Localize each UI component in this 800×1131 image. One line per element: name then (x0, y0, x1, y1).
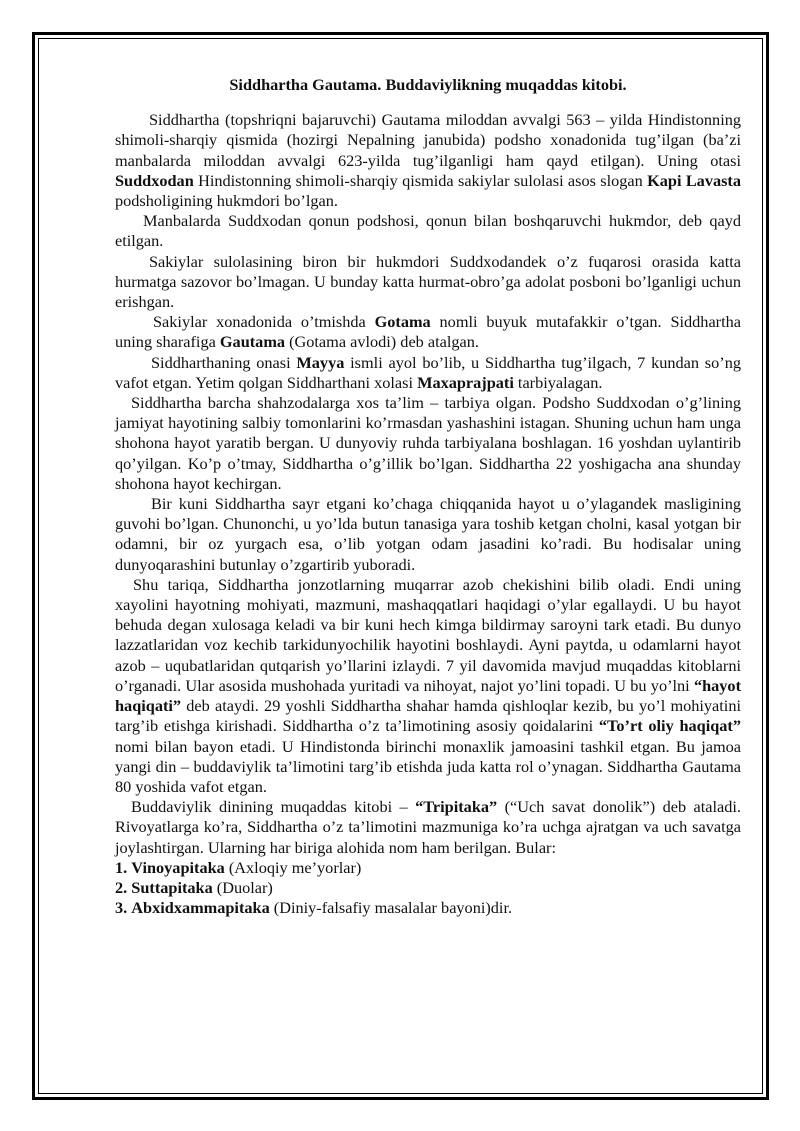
paragraph-text: Siddhartha barcha shahzodalarga xos ta’lim – tarbiya olgan. Podsho Suddxodan o’g’lining jamiyat hayotining salbiy tomonlarini ko’rmasdan yashashini istagan. Shuning uchun ham unga shohona hayot yaratib bergan. U dunyoviy ruhda tarbiyalana boshlagan. 16 yoshdan uylantirib qo’yilgan. Ko’p o’tmay, Siddhartha o’g’illik bo’lgan. Siddhartha 22 yoshigacha ana shunday shohona hayot kechirgan. (115, 393, 741, 493)
paragraph-text: Sakiylar xonadonida o’tmishda (153, 312, 375, 332)
paragraph (115, 312, 741, 352)
list-item (115, 898, 741, 918)
list-item-desc: (Axloqiy me’yorlar) (224, 857, 362, 877)
paragraph-text: Sakiylar sulolasining biron bir hukmdori Suddxodandek o’z fuqarosi orasida katta hurmatga sazovor bo’lmagan. U bunday katta hurmat-obro’ga adolat posboni bo’lganligi uchun erishgan. (115, 251, 741, 312)
paragraph-text: ismli ayol bo’lib, u Siddhartha tug’ilgach, 7 kundan so’ng vafot etgan. Yetim qolgan Siddharthani xolasi (115, 352, 741, 392)
paragraph-text: (“Uch savat donolik”) deb ataladi. Rivoyatlarga ko’ra, Siddhartha o’z ta’limotini mazmuniga ko’ra uchga ajratgan va uch savatga joylashtirgan. Ularning har biriga alohida nom ham berilgan. Bular: (115, 797, 741, 857)
paragraph-container (115, 110, 741, 858)
list-item (115, 858, 741, 878)
paragraph-text: Shu tariqa, Siddhartha jonzotlarning muqarrar azob chekishini bilib oladi. Endi uning xayolini hayotning mohiyati, mazmuni, mashaqqatlari haqidagi o’ylar egallaydi. U bu hayot behuda degan xulosaga keladi va bir kuni hech kimga bildirmay saroyni tark etadi. Bu dunyo lazzatlaridan voz kechib tarkidunyochilik hayotini boshlaydi. Ayni paytda, u odamlarni hayot azob – uqubatlaridan qutqarish yo’llarini izlaydi. 7 yil davomida mavjud muqaddas kitoblarni o’rganadi. Ular asosida mushohada yuritadi va nihoyat, najot yo’lini topadi. U bu yo’lni (115, 574, 741, 695)
book-parts-list (115, 858, 741, 919)
document-title: Siddhartha Gautama. Buddaviylikning muqaddas kitobi. (229, 75, 627, 94)
paragraph (115, 353, 741, 393)
list-item-desc: (Duolar) (212, 877, 273, 897)
bold-term: Gautama (219, 332, 286, 352)
list-item-name: Vinoyapitaka (131, 857, 225, 877)
paragraph-text: nomi bilan bayon etadi. U Hindistonda birinchi monaxlik jamoasini tashkil etgan. Bu jamoa yangi din – buddaviylik ta’limotini targ’ib etishda juda katta rol o’ynagan. Siddhartha Gautama 80 yoshida vafot etgan. (115, 736, 741, 796)
paragraph-text: (Gotama avlodi) deb atalgan. (285, 332, 479, 352)
bold-term: Gotama (374, 312, 431, 332)
paragraph (115, 494, 741, 575)
paragraph (115, 797, 741, 858)
bold-term: “To’rt oliy haqiqat” (598, 716, 741, 736)
paragraph-text: deb ataydi. 29 yoshli Siddhartha shahar hamda qishloqlar kezib, bu yo’l mohiyatini targ’ib etishga kirishadi. Siddhartha o’z ta’limotining asosiy qoidalarini (115, 696, 741, 736)
list-item-desc: (Diniy-falsafiy masalalar bayoni)dir. (269, 898, 513, 918)
bold-term: “hayot haqiqati” (115, 675, 741, 716)
paragraph-text: nomli buyuk mutafakkir o’tgan. Siddhartha uning sharafiga (115, 312, 741, 352)
paragraph (115, 211, 741, 251)
paragraph-text: Hindistonning shimoli-sharqiy qismida sakiylar sulolasi asos slogan (193, 170, 648, 190)
paragraph-text: Manbalarda Suddxodan qonun podshosi, qonun bilan boshqaruvchi hukmdor, deb qayd etilgan. (115, 211, 741, 251)
paragraph-text: tarbiyalagan. (513, 372, 603, 392)
paragraph-text: podsholigining hukmdori bo’lgan. (115, 191, 338, 211)
paragraph (115, 110, 741, 211)
bold-term: Kapi Lavasta (647, 170, 741, 190)
paragraph-text: Siddhartha (topshriqni bajaruvchi) Gautama miloddan avvalgi 563 – yilda Hindistonning shimoli-sharqiy qismida (hozirgi Nepalning janubida) podsho xonadonida tug’ilgan (ba’zi manbalarda miloddan avvalgi 623-yilda tug’ilganligi ham qayd etilgan). Uning otasi (115, 110, 741, 170)
bold-term: Maxaprajpati (417, 372, 514, 392)
list-item (115, 878, 741, 898)
paragraph-text: Buddaviylik dinining muqaddas kitobi – (131, 797, 416, 817)
bold-term: Suddxodan (115, 170, 194, 190)
bold-term: Mayya (296, 352, 345, 372)
document-body (115, 75, 741, 918)
paragraph-text: Bir kuni Siddhartha sayr etgani ko’chaga chiqqanida hayot u o’ylagandek masligining guvohi bo’lgan. Chunonchi, u yo’lda butun tanasiga yara toshib ketgan cholni, kasal yotgan bir odamni, bir oz yurgach esa, o’lib yotgan odam jasadini ko’radi. Bu hodisalar uning dunyoqarashini butunlay o’zgartirib yuboradi. (115, 494, 741, 574)
list-number: 1. (115, 857, 128, 877)
bold-term: “Tripitaka” (415, 797, 498, 817)
list-number: 2. (115, 877, 128, 897)
paragraph-text: Siddharthaning onasi (151, 352, 297, 372)
list-item-name: Abxidxammapitaka (131, 898, 270, 918)
paragraph (115, 393, 741, 494)
paragraph (115, 575, 741, 797)
list-item-name: Suttapitaka (131, 877, 213, 897)
paragraph (115, 252, 741, 313)
list-number: 3. (115, 898, 128, 918)
